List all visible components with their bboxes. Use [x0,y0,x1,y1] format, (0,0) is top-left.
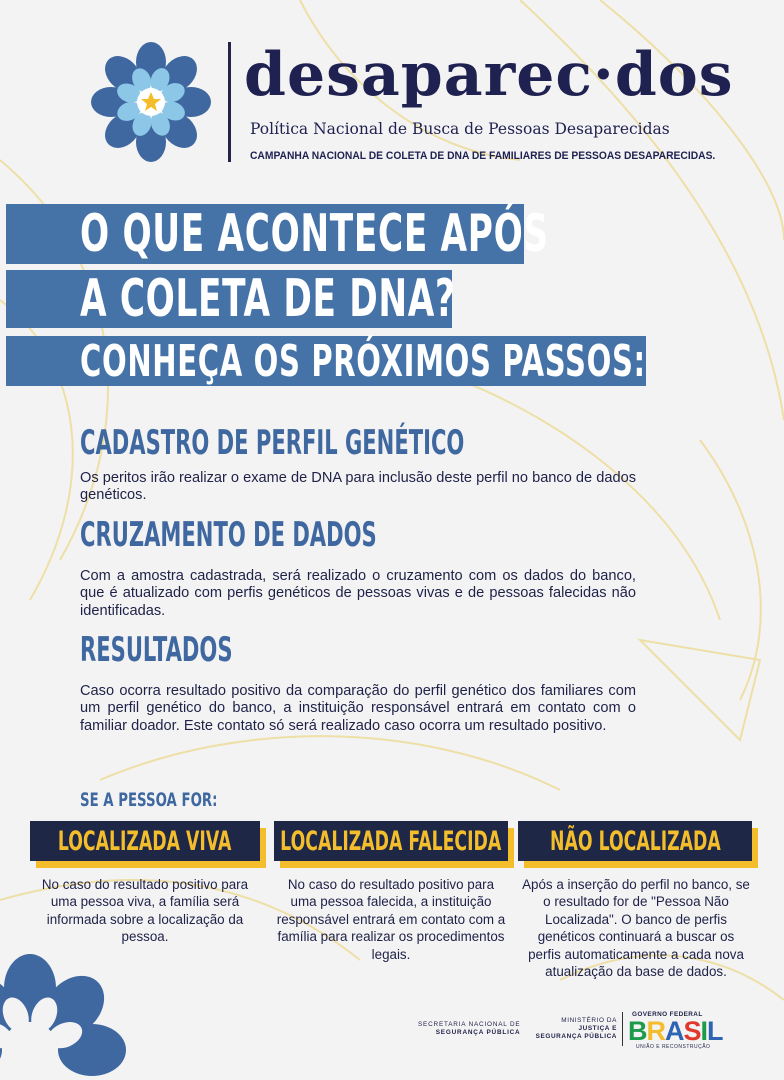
card-text-localizada-falecida: No caso do resultado positivo para uma pessoa falecida, a instituição responsável entrará em contato com a família para realizar os procedimentos legais. [276,877,506,962]
footer-secretaria [418,1021,520,1037]
section-heading-resultados: RESULTADOS [80,630,233,670]
footer-secretaria-line1: SECRETARIA NACIONAL DE [418,1021,521,1028]
title-line3: CONHEÇA OS PRÓXIMOS PASSOS: [80,335,646,387]
section-body-resultados: Caso ocorra resultado positivo da comparação do perfil genético dos familiares com um perfil genético do banco, a instituição responsável entrará em contato com o familiar doador. Este contato só será realizado caso ocorra um resultado positivo. [80,683,636,734]
flower-logo-icon [84,40,218,164]
card-label: LOCALIZADA FALECIDA [280,825,502,857]
header-divider [228,42,231,162]
title-line1: O QUE ACONTECE APÓS [80,204,549,264]
campaign-subtitle: CAMPANHA NACIONAL DE COLETA DE DNA DE FAMILIARES DE PESSOAS DESAPARECIDAS. [250,150,716,162]
brasil-letter: B [628,1016,647,1046]
if-person-label: SE A PESSOA FOR: [80,789,218,811]
union-reconstruction-label: UNIÃO E RECONSTRUÇÃO [636,1044,711,1050]
card-text-localizada-viva: No caso do resultado positivo para uma pessoa viva, a família será informada sobre a localização da pessoa. [41,877,249,945]
card-label: NÃO LOCALIZADA [549,825,721,857]
title-line2: A COLETA DE DNA? [80,269,456,329]
status-card-nao-localizada [518,821,752,861]
brasil-logo [628,1018,723,1044]
brasil-letter: R [646,1016,665,1046]
brasil-letter: L [707,1016,723,1046]
flower-decoration-icon [0,940,140,1080]
section-heading-cadastro: CADASTRO DE PERFIL GENÉTICO [80,423,465,463]
section-body-cruzamento: Com a amostra cadastrada, será realizado o cruzamento com os dados do banco, que é atualizado com perfis genéticos de pessoas vivas e de pessoas falecidas não identificadas. [80,568,636,619]
brasil-letter: S [683,1016,701,1046]
brand-wordmark: desaparec·dos [244,40,734,110]
card-face [30,821,260,861]
status-card-localizada-viva [30,821,260,861]
gov-federal-label: GOVERNO FEDERAL [632,1011,703,1018]
footer-ministerio-line3: SEGURANÇA PÚBLICA [535,1033,617,1040]
footer-secretaria-line2: SEGURANÇA PÚBLICA [435,1029,521,1036]
card-label: LOCALIZADA VIVA [58,825,232,857]
card-face [518,821,752,861]
title-banner-line1 [6,204,549,264]
card-text-nao-localizada: Após a inserção do perfil no banco, se o resultado for de "Pessoa Não Localizada". O banco de perfis genéticos continuará a buscar os perfis automaticamente a cada nova atualização da base de dados. [522,877,750,980]
title-banner-line3 [6,336,646,386]
footer-ministerio-line1: MINISTÉRIO DA [561,1017,617,1024]
footer-ministerio-line2: JUSTIÇA E [578,1025,617,1032]
brasil-wordmark [628,1016,723,1046]
section-body-cadastro: Os peritos irão realizar o exame de DNA para inclusão deste perfil no banco de dados genéticos. [80,470,636,504]
brasil-letter: A [665,1016,684,1046]
card-face [274,821,508,861]
footer-ministerio [533,1017,617,1041]
brasil-letter: I [700,1016,708,1046]
status-card-localizada-falecida [274,821,508,861]
footer-divider [622,1012,623,1046]
policy-subtitle: Política Nacional de Busca de Pessoas Desaparecidas [250,120,670,138]
title-banner-line2 [6,269,456,329]
section-heading-cruzamento: CRUZAMENTO DE DADOS [80,515,377,555]
